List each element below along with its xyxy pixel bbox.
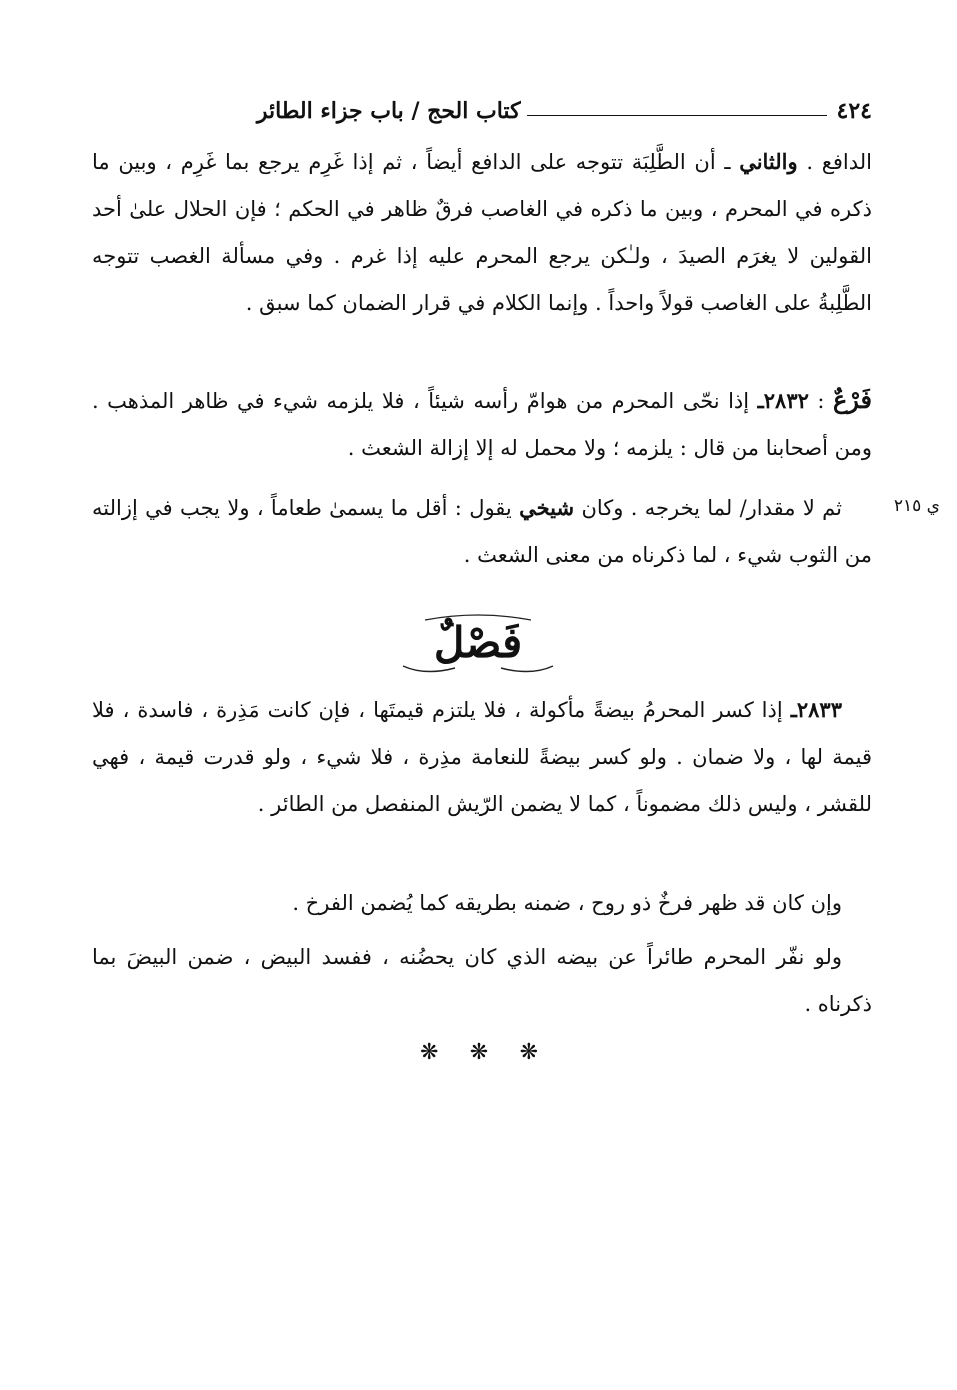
paragraph-4-text: إذا كسر المحرمُ بيضةً مأكولة ، فلا يلتزم قيمتَها ، فإن كانت مَذِرة ، فاسدة ، فلا قيمة لها ، ولا ضمان . ولو كسر بيضةً للنعامة مذِرة ، فلا شيء ، ولو قدرت قيمة ، فهي للقشر ، وليس ذلك مضموناً ، كما لا يضمن الرّيش المنفصل من الطائر . bbox=[92, 698, 872, 816]
paragraph-1 bbox=[92, 138, 872, 327]
paragraph-1-bold-term: والثاني bbox=[739, 149, 798, 174]
star-ornament: ❋ bbox=[519, 1040, 538, 1065]
paragraph-3-text-b: يقول : أقل ما يسمىٰ طعاماً ، ولا يجب في إزالته من الثوب شيء ، لما ذكرناه من معنى الشعث . bbox=[92, 496, 872, 567]
far-separator: : bbox=[808, 389, 833, 413]
far-label: فَرْعٌ bbox=[832, 385, 872, 414]
paragraph-6: ولو نفّر المحرم طائراً عن بيضه الذي كان يحضُنه ، ففسد البيض ، ضمن البيضَ بما ذكرناه . bbox=[92, 945, 872, 1016]
header-rule bbox=[527, 115, 827, 116]
section-end-stars bbox=[420, 1040, 538, 1065]
star-ornament: ❋ bbox=[469, 1040, 489, 1065]
page-number: ٤٢٤ bbox=[836, 98, 872, 124]
paragraph-3 bbox=[92, 484, 872, 579]
margin-manuscript-ref: ي ٢١٥ bbox=[893, 496, 940, 516]
running-header bbox=[92, 88, 872, 124]
paragraph-1-text: ـ أن الطَّلِبَة تتوجه على الدافع أيضاً ، ثم إذا غَرِم يرجع بما غَرِم ، وبين ما ذكره في المحرم ، وبين ما ذكره في الغاصب فرقٌ ظاهر في الحكم ؛ فإن الحلال علىٰ أحد القولين لا يغرَم الصيدَ ، ولـٰكن يرجع المحرم عليه إذا غرم . وفي مسألة الغصب تتوجه الطَّلِبةُ على الغاصب قولاً واحداً . وإنما الكلام في قرار الضمان كما سبق . bbox=[92, 150, 872, 315]
star-ornament: ❋ bbox=[420, 1040, 439, 1065]
paragraph-1-lead: الدافع . bbox=[806, 150, 872, 174]
section-heading: فَصْلٌ bbox=[433, 618, 523, 667]
issue-number-2832: ٢٨٣٢ـ bbox=[757, 388, 809, 413]
paragraph-3-bold-term: شيخي bbox=[519, 495, 575, 520]
paragraph-far-2832 bbox=[92, 376, 872, 472]
header-title: كتاب الحج / باب جزاء الطائر bbox=[256, 98, 521, 124]
paragraph-3-text-a: ثم لا مقدار/ لما يخرجه . وكان bbox=[574, 496, 842, 520]
paragraph-2-text: إذا نحّى المحرم من هوامّ رأسه شيئاً ، فلا يلزمه شيء في ظاهر المذهب . ومن أصحابنا من قال : يلزمه ؛ ولا محمل له إلا إزالة الشعث . bbox=[92, 389, 872, 460]
paragraph-5: وإن كان قد ظهر فرخٌ ذو روح ، ضمنه بطريقه كما يُضمن الفرخ . bbox=[292, 891, 842, 915]
issue-number-2833: ٢٨٣٣ـ bbox=[790, 697, 842, 722]
paragraph-2833 bbox=[92, 686, 872, 828]
